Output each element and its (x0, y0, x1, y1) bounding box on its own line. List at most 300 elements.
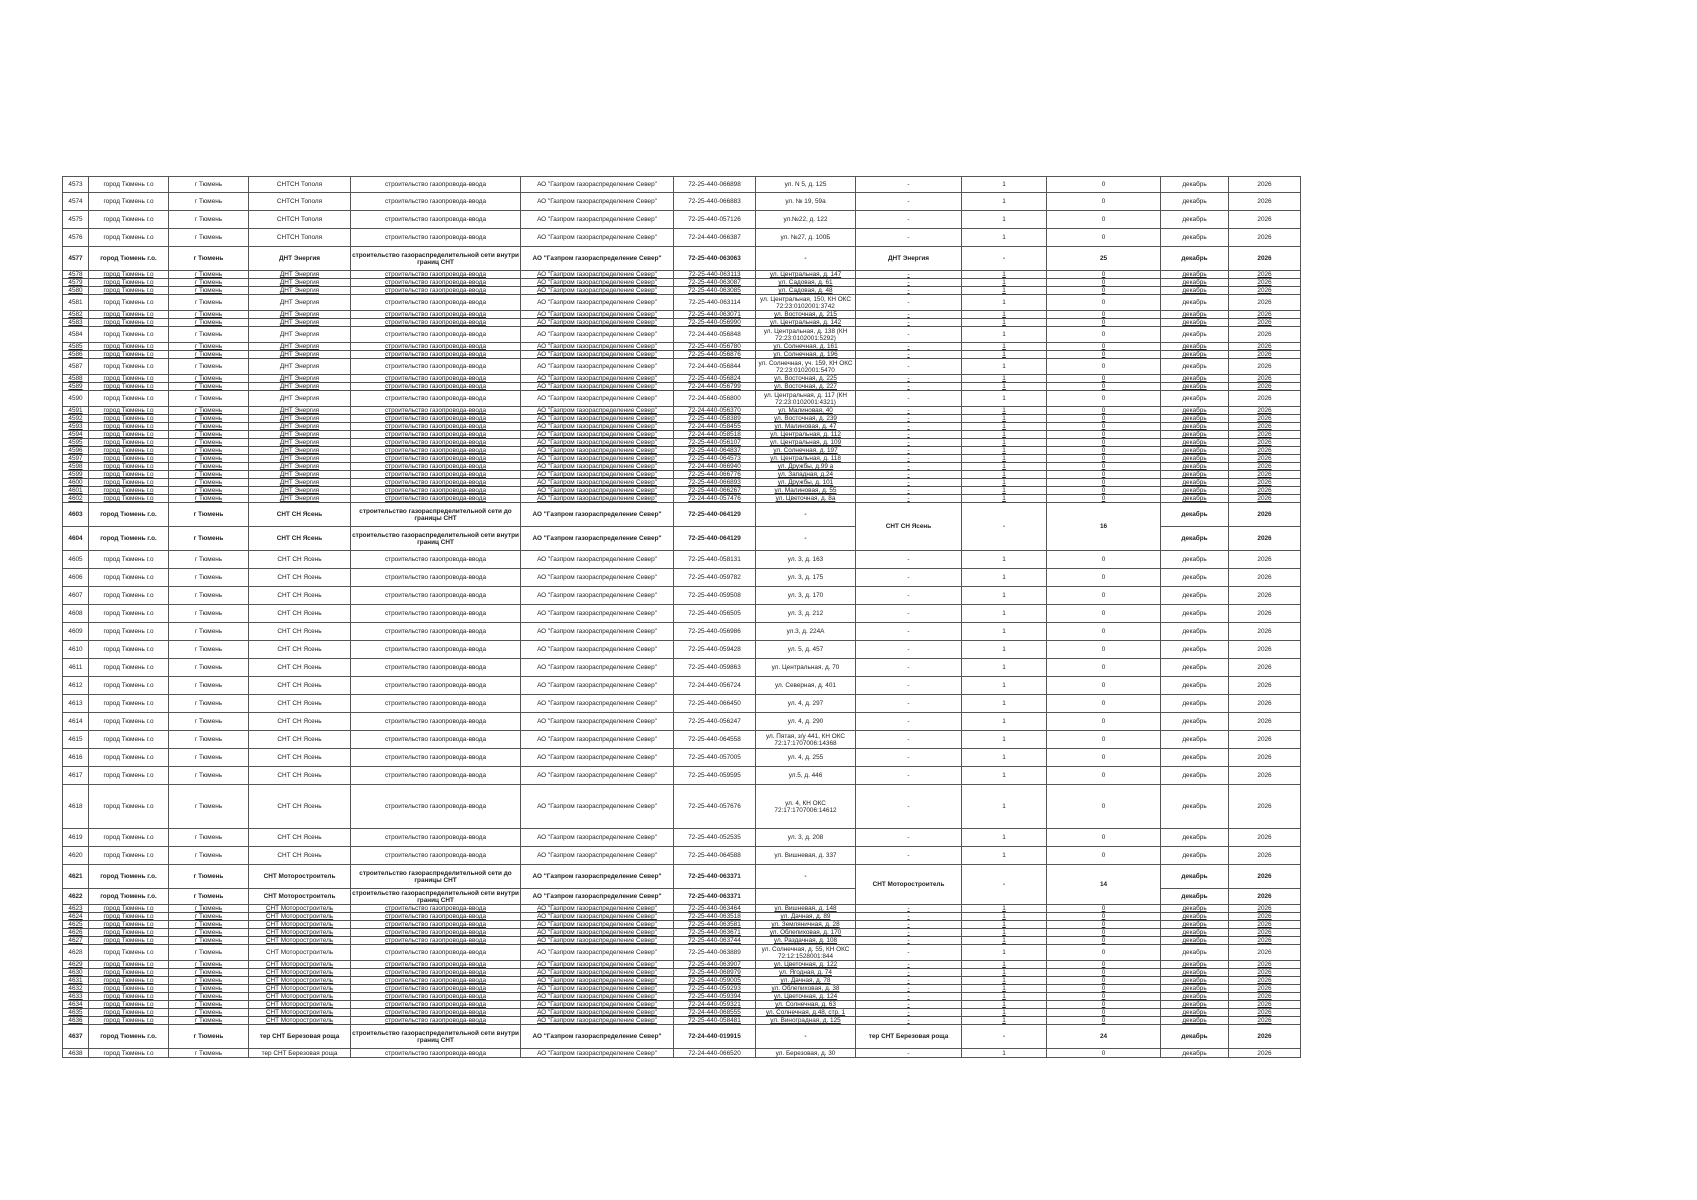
volume-cell: 0 (1047, 407, 1161, 415)
volume-cell: 0 (1047, 327, 1161, 343)
year-cell: 2026 (1229, 229, 1301, 247)
contract-number-cell: 72-24-440-057476 (674, 495, 756, 503)
settlement-cell: ДНТ Энергия (249, 415, 351, 423)
organization-cell: АО "Газпром газораспределение Север" (521, 295, 674, 311)
row-number-cell: 4637 (63, 1025, 89, 1049)
row-number-cell: 4623 (63, 905, 89, 913)
settlement-cell: ДНТ Энергия (249, 447, 351, 455)
municipality-cell: город Тюмень г.о. (89, 503, 169, 527)
connections-cell: 1 (962, 847, 1047, 865)
volume-cell: 0 (1047, 487, 1161, 495)
month-cell: декабрь (1161, 415, 1229, 423)
row-number-cell: 4624 (63, 913, 89, 921)
year-cell: 2026 (1229, 503, 1301, 527)
connections-cell: 1 (962, 287, 1047, 295)
table-row (63, 1049, 1301, 1058)
connections-cell: 1 (962, 271, 1047, 279)
contract-number-cell: 72-24-440-056724 (674, 677, 756, 695)
year-cell: 2026 (1229, 447, 1301, 455)
volume-cell: 0 (1047, 623, 1161, 641)
contract-number-cell: 72-25-440-064573 (674, 455, 756, 463)
work-type-cell: строительство газопровода-ввода (351, 351, 521, 359)
organization-cell: АО "Газпром газораспределение Север" (521, 415, 674, 423)
address-cell: ул. Дачная, д. 89 (756, 913, 856, 921)
city-cell: г Тюмень (169, 569, 249, 587)
table-row (63, 969, 1301, 977)
organization-cell: АО "Газпром газораспределение Север" (521, 527, 674, 551)
work-type-cell: строительство газопровода-ввода (351, 605, 521, 623)
row-number-cell: 4599 (63, 471, 89, 479)
city-cell: г Тюмень (169, 229, 249, 247)
connections-cell: 1 (962, 391, 1047, 407)
month-cell: декабрь (1161, 1001, 1229, 1009)
connections-cell: 1 (962, 641, 1047, 659)
connections-cell: 1 (962, 495, 1047, 503)
connections-cell: 1 (962, 731, 1047, 749)
row-number-cell: 4587 (63, 359, 89, 375)
address-cell: - (756, 865, 856, 889)
address-cell: ул. Березовая, д. 30 (756, 1049, 856, 1058)
city-cell: г Тюмень (169, 969, 249, 977)
organization-cell: АО "Газпром газораспределение Север" (521, 495, 674, 503)
city-cell: г Тюмень (169, 407, 249, 415)
city-cell: г Тюмень (169, 749, 249, 767)
address-cell: ул. 4, д. 255 (756, 749, 856, 767)
connections-cell: 1 (962, 677, 1047, 695)
work-type-cell: строительство газопровода-ввода (351, 229, 521, 247)
address-cell: ул. Малиновая, д. 47 (756, 423, 856, 431)
organization-cell: АО "Газпром газораспределение Север" (521, 319, 674, 327)
organization-cell: АО "Газпром газораспределение Север" (521, 713, 674, 731)
work-type-cell: строительство газораспределительной сети внутри границ СНТ (351, 1025, 521, 1049)
year-cell: 2026 (1229, 785, 1301, 829)
city-cell: г Тюмень (169, 605, 249, 623)
organization-cell: АО "Газпром газораспределение Север" (521, 913, 674, 921)
settlement-cell: СНТ Моторостроитель (249, 889, 351, 905)
organization-cell: АО "Газпром газораспределение Север" (521, 229, 674, 247)
connections-cell: 1 (962, 659, 1047, 677)
volume-cell: 0 (1047, 767, 1161, 785)
contract-number-cell: 72-25-440-059005 (674, 977, 756, 985)
city-cell: г Тюмень (169, 929, 249, 937)
partnership-cell: - (856, 383, 962, 391)
connections-cell: 1 (962, 479, 1047, 487)
volume-cell: 0 (1047, 847, 1161, 865)
address-cell: ул. Земляничная, д. 28 (756, 921, 856, 929)
connections-cell: 1 (962, 415, 1047, 423)
work-type-cell: строительство газопровода-ввода (351, 463, 521, 471)
address-cell: ул. Цветочная, д. 8а (756, 495, 856, 503)
organization-cell: АО "Газпром газораспределение Север" (521, 551, 674, 569)
municipality-cell: город Тюмень г.о (89, 423, 169, 431)
contract-number-cell: 72-25-440-063518 (674, 913, 756, 921)
address-cell: ул. Северная, д. 401 (756, 677, 856, 695)
municipality-cell: город Тюмень г.о (89, 695, 169, 713)
partnership-cell: - (856, 985, 962, 993)
table-row (63, 375, 1301, 383)
contract-number-cell: 72-25-440-066450 (674, 695, 756, 713)
year-cell: 2026 (1229, 463, 1301, 471)
year-cell: 2026 (1229, 829, 1301, 847)
work-type-cell: строительство газопровода-ввода (351, 929, 521, 937)
volume-cell: 0 (1047, 569, 1161, 587)
contract-number-cell: 72-25-440-059508 (674, 587, 756, 605)
row-number-cell: 4577 (63, 247, 89, 271)
year-cell: 2026 (1229, 961, 1301, 969)
month-cell: декабрь (1161, 913, 1229, 921)
table-row (63, 487, 1301, 495)
connections-cell: 1 (962, 985, 1047, 993)
partnership-cell: - (856, 471, 962, 479)
year-cell: 2026 (1229, 359, 1301, 375)
row-number-cell: 4612 (63, 677, 89, 695)
year-cell: 2026 (1229, 407, 1301, 415)
month-cell: декабрь (1161, 527, 1229, 551)
partnership-cell: - (856, 295, 962, 311)
month-cell: декабрь (1161, 503, 1229, 527)
settlement-cell: СНТ СН Ясень (249, 659, 351, 677)
connections-cell: 1 (962, 319, 1047, 327)
contract-number-cell: 72-25-440-066898 (674, 177, 756, 193)
year-cell: 2026 (1229, 929, 1301, 937)
settlement-cell: СНТ Моторостроитель (249, 993, 351, 1001)
volume-cell: 0 (1047, 177, 1161, 193)
address-cell: ул. Восточная, д. 215 (756, 311, 856, 319)
table-row (63, 279, 1301, 287)
organization-cell: АО "Газпром газораспределение Север" (521, 287, 674, 295)
organization-cell: АО "Газпром газораспределение Север" (521, 1009, 674, 1017)
organization-cell: АО "Газпром газораспределение Север" (521, 359, 674, 375)
connections-cell: 1 (962, 785, 1047, 829)
city-cell: г Тюмень (169, 961, 249, 969)
month-cell: декабрь (1161, 865, 1229, 889)
volume-cell: 0 (1047, 479, 1161, 487)
volume-cell: 0 (1047, 343, 1161, 351)
municipality-cell: город Тюмень г.о (89, 279, 169, 287)
city-cell: г Тюмень (169, 985, 249, 993)
city-cell: г Тюмень (169, 659, 249, 677)
partnership-cell: - (856, 961, 962, 969)
city-cell: г Тюмень (169, 1001, 249, 1009)
municipality-cell: город Тюмень г.о (89, 937, 169, 945)
volume-cell: 0 (1047, 1017, 1161, 1025)
organization-cell: АО "Газпром газораспределение Север" (521, 383, 674, 391)
month-cell: декабрь (1161, 945, 1229, 961)
month-cell: декабрь (1161, 271, 1229, 279)
address-cell: ул. Солнечная, д. 196 (756, 351, 856, 359)
municipality-cell: город Тюмень г.о (89, 351, 169, 359)
month-cell: декабрь (1161, 1017, 1229, 1025)
contract-number-cell: 72-25-440-063063 (674, 247, 756, 271)
municipality-cell: город Тюмень г.о (89, 471, 169, 479)
contract-number-cell: 72-25-440-063085 (674, 287, 756, 295)
work-type-cell: строительство газопровода-ввода (351, 945, 521, 961)
table-row (63, 1017, 1301, 1025)
settlement-cell: СНТ СН Ясень (249, 503, 351, 527)
contract-number-cell: 72-25-440-058131 (674, 551, 756, 569)
contract-number-cell: 72-25-440-058481 (674, 1017, 756, 1025)
settlement-cell: ДНТ Энергия (249, 375, 351, 383)
month-cell: декабрь (1161, 993, 1229, 1001)
organization-cell: АО "Газпром газораспределение Север" (521, 479, 674, 487)
address-cell: ул. Виноградная, д. 125 (756, 1017, 856, 1025)
municipality-cell: город Тюмень г.о (89, 407, 169, 415)
contract-number-cell: 72-24-440-066520 (674, 1049, 756, 1058)
address-cell: ул.3, д. 224А (756, 623, 856, 641)
settlement-cell: СНТ СН Ясень (249, 785, 351, 829)
partnership-cell: СНТ СН Ясень (856, 503, 962, 551)
city-cell: г Тюмень (169, 495, 249, 503)
year-cell: 2026 (1229, 495, 1301, 503)
work-type-cell: строительство газопровода-ввода (351, 487, 521, 495)
work-type-cell: строительство газопровода-ввода (351, 311, 521, 319)
table-row (63, 211, 1301, 229)
month-cell: декабрь (1161, 351, 1229, 359)
month-cell: декабрь (1161, 383, 1229, 391)
address-cell: ул. Солнечная, д. 63 (756, 1001, 856, 1009)
year-cell: 2026 (1229, 977, 1301, 985)
row-number-cell: 4579 (63, 279, 89, 287)
settlement-cell: ДНТ Энергия (249, 247, 351, 271)
partnership-cell: - (856, 1001, 962, 1009)
connections-cell: 1 (962, 439, 1047, 447)
partnership-cell: - (856, 731, 962, 749)
address-cell: ул. Цветочная, д. 124 (756, 993, 856, 1001)
connections-cell: 1 (962, 945, 1047, 961)
table-row (63, 749, 1301, 767)
organization-cell: АО "Газпром газораспределение Север" (521, 343, 674, 351)
settlement-cell: СНТ СН Ясень (249, 677, 351, 695)
work-type-cell: строительство газопровода-ввода (351, 327, 521, 343)
city-cell: г Тюмень (169, 359, 249, 375)
municipality-cell: город Тюмень г.о (89, 495, 169, 503)
organization-cell: АО "Газпром газораспределение Север" (521, 749, 674, 767)
address-cell: ул. Восточная, д. 239 (756, 415, 856, 423)
table-row (63, 177, 1301, 193)
work-type-cell: строительство газопровода-ввода (351, 695, 521, 713)
partnership-cell: - (856, 587, 962, 605)
work-type-cell: строительство газопровода-ввода (351, 319, 521, 327)
settlement-cell: ДНТ Энергия (249, 455, 351, 463)
settlement-cell: СНТ СН Ясень (249, 713, 351, 731)
row-number-cell: 4607 (63, 587, 89, 605)
city-cell: г Тюмень (169, 211, 249, 229)
municipality-cell: город Тюмень г.о (89, 375, 169, 383)
municipality-cell: город Тюмень г.о (89, 455, 169, 463)
table-row (63, 271, 1301, 279)
municipality-cell: город Тюмень г.о (89, 829, 169, 847)
organization-cell: АО "Газпром газораспределение Север" (521, 431, 674, 439)
month-cell: декабрь (1161, 1049, 1229, 1058)
year-cell: 2026 (1229, 1009, 1301, 1017)
year-cell: 2026 (1229, 211, 1301, 229)
contract-number-cell: 72-25-440-052535 (674, 829, 756, 847)
work-type-cell: строительство газопровода-ввода (351, 495, 521, 503)
year-cell: 2026 (1229, 1025, 1301, 1049)
connections-cell: - (962, 865, 1047, 905)
contract-number-cell: 72-25-440-058389 (674, 415, 756, 423)
row-number-cell: 4616 (63, 749, 89, 767)
year-cell: 2026 (1229, 391, 1301, 407)
settlement-cell: ДНТ Энергия (249, 391, 351, 407)
city-cell: г Тюмень (169, 641, 249, 659)
address-cell: - (756, 247, 856, 271)
settlement-cell: СНТ СН Ясень (249, 551, 351, 569)
work-type-cell: строительство газопровода-ввода (351, 913, 521, 921)
work-type-cell: строительство газопровода-ввода (351, 1017, 521, 1025)
organization-cell: АО "Газпром газораспределение Север" (521, 985, 674, 993)
year-cell: 2026 (1229, 383, 1301, 391)
settlement-cell: СНТ СН Ясень (249, 605, 351, 623)
municipality-cell: город Тюмень г.о (89, 623, 169, 641)
settlement-cell: СНТСН Тополя (249, 211, 351, 229)
contract-number-cell: 72-25-440-063581 (674, 921, 756, 929)
address-cell: ул. Малиновая, 40 (756, 407, 856, 415)
year-cell: 2026 (1229, 937, 1301, 945)
settlement-cell: СНТ Моторостроитель (249, 985, 351, 993)
year-cell: 2026 (1229, 889, 1301, 905)
month-cell: декабрь (1161, 193, 1229, 211)
volume-cell: 0 (1047, 431, 1161, 439)
year-cell: 2026 (1229, 295, 1301, 311)
contract-number-cell: 72-24-440-056848 (674, 327, 756, 343)
connections-cell: 1 (962, 829, 1047, 847)
work-type-cell: строительство газопровода-ввода (351, 659, 521, 677)
volume-cell: 0 (1047, 695, 1161, 713)
municipality-cell: город Тюмень г.о (89, 1017, 169, 1025)
connections-cell: 1 (962, 343, 1047, 351)
city-cell: г Тюмень (169, 889, 249, 905)
settlement-cell: СНТ СН Ясень (249, 731, 351, 749)
address-cell: ул. 5, д. 457 (756, 641, 856, 659)
organization-cell: АО "Газпром газораспределение Север" (521, 623, 674, 641)
partnership-cell: СНТ Моторостроитель (856, 865, 962, 905)
year-cell: 2026 (1229, 343, 1301, 351)
month-cell: декабрь (1161, 569, 1229, 587)
organization-cell: АО "Газпром газораспределение Север" (521, 327, 674, 343)
partnership-cell: - (856, 463, 962, 471)
contract-number-cell: 72-25-440-064558 (674, 731, 756, 749)
contract-number-cell: 72-24-440-058455 (674, 423, 756, 431)
row-number-cell: 4601 (63, 487, 89, 495)
year-cell: 2026 (1229, 905, 1301, 913)
municipality-cell: город Тюмень г.о (89, 415, 169, 423)
partnership-cell: - (856, 343, 962, 351)
organization-cell: АО "Газпром газораспределение Север" (521, 569, 674, 587)
table-row (63, 455, 1301, 463)
municipality-cell: город Тюмень г.о (89, 945, 169, 961)
volume-cell: 0 (1047, 271, 1161, 279)
city-cell: г Тюмень (169, 391, 249, 407)
month-cell: декабрь (1161, 749, 1229, 767)
month-cell: декабрь (1161, 961, 1229, 969)
municipality-cell: город Тюмень г.о. (89, 865, 169, 889)
connections-cell: 1 (962, 913, 1047, 921)
address-cell: ул. Солнечная, д.48, стр. 1 (756, 1009, 856, 1017)
city-cell: г Тюмень (169, 785, 249, 829)
connections-cell: 1 (962, 929, 1047, 937)
organization-cell: АО "Газпром газораспределение Север" (521, 961, 674, 969)
month-cell: декабрь (1161, 295, 1229, 311)
partnership-cell: - (856, 229, 962, 247)
work-type-cell: строительство газопровода-ввода (351, 407, 521, 415)
volume-cell: 0 (1047, 785, 1161, 829)
work-type-cell: строительство газопровода-ввода (351, 479, 521, 487)
row-number-cell: 4585 (63, 343, 89, 351)
year-cell: 2026 (1229, 659, 1301, 677)
table-row (63, 713, 1301, 731)
settlement-cell: СНТ СН Ясень (249, 527, 351, 551)
organization-cell: АО "Газпром газораспределение Север" (521, 455, 674, 463)
month-cell: декабрь (1161, 713, 1229, 731)
address-cell: ул. Центральная, д. 117 (КН 72:23:0102001:4321) (756, 391, 856, 407)
row-number-cell: 4615 (63, 731, 89, 749)
municipality-cell: город Тюмень г.о (89, 731, 169, 749)
connections-cell: 1 (962, 1049, 1047, 1058)
settlement-cell: ДНТ Энергия (249, 295, 351, 311)
work-type-cell: строительство газораспределительной сети внутри границ СНТ (352, 889, 519, 904)
connections-cell: 1 (962, 551, 1047, 569)
connections-cell: 1 (962, 937, 1047, 945)
city-cell: г Тюмень (169, 311, 249, 319)
row-number-cell: 4597 (63, 455, 89, 463)
contract-number-cell: 72-24-440-056844 (674, 359, 756, 375)
row-number-cell: 4636 (63, 1017, 89, 1025)
table-row (63, 351, 1301, 359)
municipality-cell: город Тюмень г.о (89, 287, 169, 295)
municipality-cell: город Тюмень г.о (89, 1001, 169, 1009)
organization-cell: АО "Газпром газораспределение Север" (521, 605, 674, 623)
municipality-cell: город Тюмень г.о (89, 993, 169, 1001)
volume-cell: 25 (1047, 247, 1161, 271)
month-cell: декабрь (1161, 471, 1229, 479)
connections-cell: 1 (962, 311, 1047, 319)
month-cell: декабрь (1161, 375, 1229, 383)
address-cell: ул. Центральная, д. 118 (756, 455, 856, 463)
organization-cell: АО "Газпром газораспределение Север" (521, 177, 674, 193)
row-number-cell: 4620 (63, 847, 89, 865)
municipality-cell: город Тюмень г.о (89, 985, 169, 993)
organization-cell: АО "Газпром газораспределение Север" (521, 677, 674, 695)
month-cell: декабрь (1161, 311, 1229, 319)
row-number-cell: 4573 (63, 177, 89, 193)
month-cell: декабрь (1161, 279, 1229, 287)
row-number-cell: 4632 (63, 985, 89, 993)
settlement-cell: СНТ Моторостроитель (249, 969, 351, 977)
partnership-cell: - (856, 439, 962, 447)
work-type-cell: строительство газопровода-ввода (351, 921, 521, 929)
volume-cell: 0 (1047, 659, 1161, 677)
table-row (63, 731, 1301, 749)
city-cell: г Тюмень (169, 587, 249, 605)
organization-cell: АО "Газпром газораспределение Север" (521, 977, 674, 985)
city-cell: г Тюмень (169, 623, 249, 641)
organization-cell: АО "Газпром газораспределение Север" (521, 889, 674, 905)
year-cell: 2026 (1229, 193, 1301, 211)
connections-cell: 1 (962, 193, 1047, 211)
volume-cell: 0 (1047, 913, 1161, 921)
contract-number-cell: 72-25-440-056824 (674, 375, 756, 383)
address-cell: ул. Садовая, д. 48 (756, 287, 856, 295)
partnership-cell: - (856, 487, 962, 495)
volume-cell: 0 (1047, 969, 1161, 977)
settlement-cell: СНТСН Тополя (249, 193, 351, 211)
address-cell: ул. Ягодная, д. 74 (756, 969, 856, 977)
municipality-cell: город Тюмень г.о (89, 327, 169, 343)
row-number-cell: 4618 (63, 785, 89, 829)
table-row (63, 431, 1301, 439)
volume-cell: 0 (1047, 945, 1161, 961)
